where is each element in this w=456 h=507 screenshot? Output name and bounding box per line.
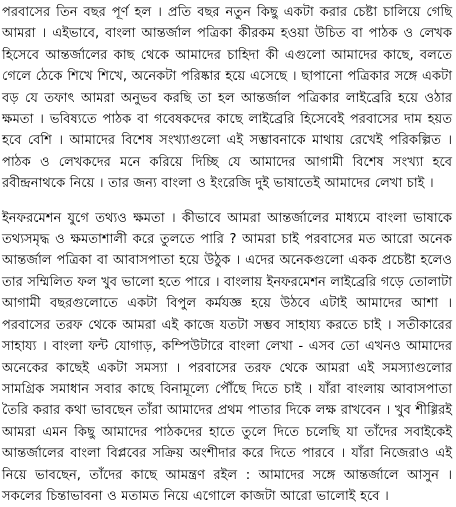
editorial-paragraph-2: ইনফরমেশন যুগে তথ্যও ক্ষমতা । কীভাবে আমরা আন্তর্জালের মাধ্যমে বাংলা ভাষাকে তথ্যসমৃদ্ধ ও ক্ষমতাশালী করে তুলতে পারি ? আমরা চাই পরবাসের মত আরো অনেক আন্তর্জাল পত্রিকা বা আবাসপাতা হয়ে উঠুক । এদের অনেকগুলো একক প্রচেষ্টা হলেও তার সম্মিলিত ফল খুব ভালো হতে পারে । বাংলায় ইনফরমেশন লাইব্রেরি গড়ে তোলাটা আগামী বছরগুলোতে একটা বিপুল কর্মযজ্ঞ হয়ে উঠবে এটাই আমাদের আশা । পরবাসের তরফ থেকে আমরা এই কাজে যতটা সম্ভব সাহায্য করতে চাই । সতীকারের সাহায্য । বাংলা ফন্ট যোগাড়, কম্পিউটারে বাংলা লেখা - এসব তো এখনও আমাদের অনেকের কাছেই একটা সমস্যা । পরবাসের তরফ থেকে আমরা এই সমস্যাগুলোর সামগ্রিক সমাধান সবার কাছে বিনামূল্যে পৌঁছে দিতে চাই । যাঁরা বাংলায় আবাসপাতা তৈরি করার কথা ভাবছেন তাঁরা আমাদের প্রথম পাতার দিকে লক্ষ রাখবেন । খুব শীগ্গিরই আমরা এমন কিছু আমাদের পাঠকদের হাতে তুলে দিতে চলেছি যা তাঁদের সবাইকেই আন্তর্জালের বাংলা বিপ্লবের সক্রিয় অংশীদার করে দিতে পারবে । যাঁরা নিজেরাও এই নিয়ে ভাবছেন, তাঁদের কাছে আমন্ত্রণ রইল : আমাদের সঙ্গে আন্তর্জালে আসুন । সকলের চিন্তাভাবনা ও মতামত নিয়ে এগোলে কাজটা আরো ভালোই হবে । xyxy=(2,210,452,504)
editorial-paragraph-1: পরবাসের তিন বছর পূর্ণ হল । প্রতি বছর নতুন কিছু একটা করার চেষ্টা চালিয়ে গেছি আমরা । এইভাবে, বাংলা আন্তর্জাল পত্রিকা কীরকম হওয়া উচিত বা পাঠক ও লেখক হিসেবে আন্তর্জালের কাছ থেকে আমাদের চাহিদা কী এগুলো আমাদের কাছে, বলতে গেলে ঠেকে শিখে শিখে, অনেকটা পরিষ্কার হয়ে এসেছে । ছাপানো পত্রিকার সঙ্গে একটা বড় যে তফাৎ আমরা অনুভব করছি তা হল আন্তর্জাল পত্রিকার লাইব্রেরি হয়ে ওঠার ক্ষমতা । ভবিষ্যতে পাঠক বা গবেষকদের কাছে লাইব্রেরি হিসেবেই পরবাসের দাম হয়ত হবে বেশি । আমাদের বিশেষ সংখ্যাগুলো এই সম্ভাবনাকে মাথায় রেখেই পরিকল্পিত । পাঠক ও লেখকদের মনে করিয়ে দিচ্ছি যে আমাদের আগামী বিশেষ সংখ্যা হবে রবীন্দ্রনাথকে নিয়ে । তার জন্য বাংলা ও ইংরেজি দুই ভাষাতেই আমাদের লেখা চাই । xyxy=(2,5,452,192)
paragraph-spacer xyxy=(2,195,452,208)
